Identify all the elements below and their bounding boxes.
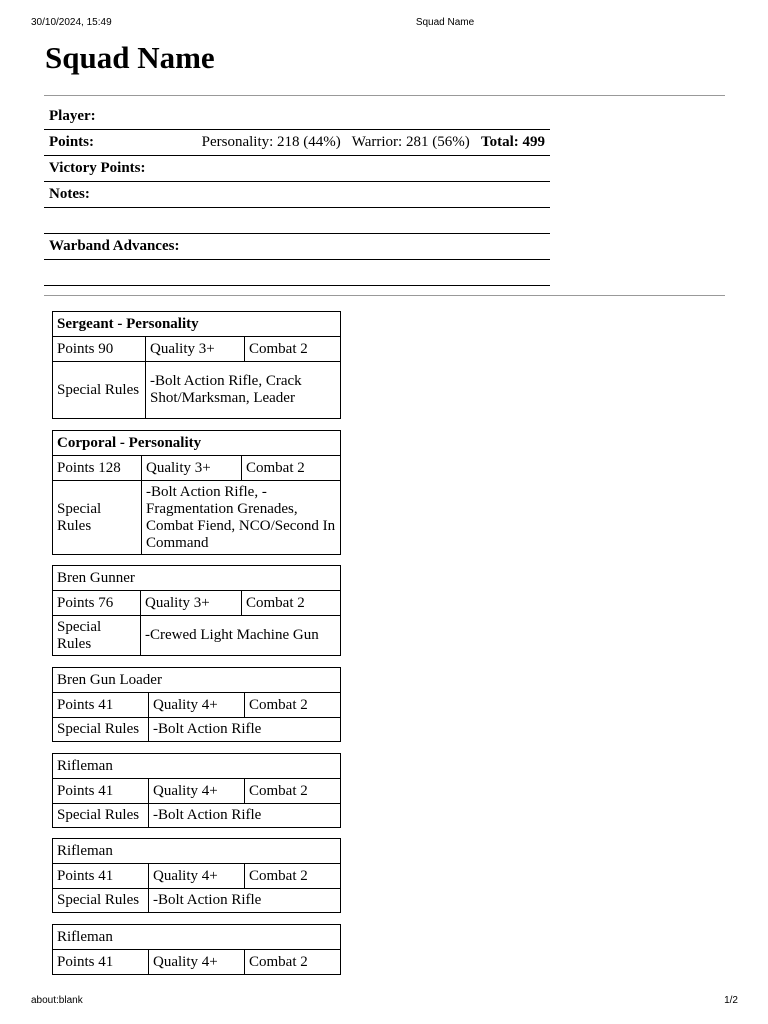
notes-blank-line xyxy=(44,208,550,234)
unit-points: Points 90 xyxy=(57,341,114,357)
unit-combat: Combat 2 xyxy=(244,693,312,717)
unit-stats xyxy=(53,456,340,481)
squad-info xyxy=(44,104,550,286)
special-rules-label: Special Rules xyxy=(57,500,102,534)
unit-rules xyxy=(53,481,340,554)
advances-blank-line xyxy=(44,260,550,286)
special-rules-label: Special Rules xyxy=(57,618,102,652)
warband-advances-label: Warband Advances: xyxy=(49,238,180,254)
print-url: about:blank xyxy=(31,995,83,1006)
unit-quality: Quality 3+ xyxy=(140,591,241,615)
unit-stats xyxy=(53,779,340,804)
unit-quality: Quality 4+ xyxy=(148,779,244,803)
unit-stats xyxy=(53,950,340,974)
special-rules-label: Special Rules xyxy=(57,807,140,823)
special-rules-text: -Crewed Light Machine Gun xyxy=(140,616,340,655)
unit-card xyxy=(52,565,341,656)
unit-name: Sergeant - Personality xyxy=(53,312,340,337)
unit-rules xyxy=(53,616,340,655)
special-rules-label: Special Rules xyxy=(57,381,140,398)
unit-rules xyxy=(53,804,340,827)
unit-points: Points 41 xyxy=(57,868,114,884)
unit-stats xyxy=(53,591,340,616)
divider xyxy=(44,295,725,296)
notes-label: Notes: xyxy=(49,186,90,202)
unit-quality: Quality 3+ xyxy=(141,456,241,480)
points-personality: Personality: 218 (44%) xyxy=(201,134,341,150)
unit-card xyxy=(52,311,341,419)
unit-combat: Combat 2 xyxy=(244,337,312,361)
unit-combat: Combat 2 xyxy=(244,864,312,888)
unit-points: Points 41 xyxy=(57,783,114,799)
notes-row xyxy=(44,182,550,208)
unit-points: Points 76 xyxy=(57,595,114,611)
advances-row xyxy=(44,234,550,260)
special-rules-label: Special Rules xyxy=(57,892,140,908)
unit-card xyxy=(52,430,341,555)
unit-card xyxy=(52,753,341,828)
unit-quality: Quality 4+ xyxy=(148,693,244,717)
unit-card xyxy=(52,924,341,975)
unit-combat: Combat 2 xyxy=(244,950,312,974)
unit-stats xyxy=(53,337,340,362)
unit-points: Points 128 xyxy=(57,460,121,476)
unit-points: Points 41 xyxy=(57,954,114,970)
unit-quality: Quality 4+ xyxy=(148,950,244,974)
unit-card xyxy=(52,838,341,913)
unit-combat: Combat 2 xyxy=(244,779,312,803)
unit-points: Points 41 xyxy=(57,697,114,713)
player-row xyxy=(44,104,550,130)
player-label: Player: xyxy=(49,108,96,124)
unit-rules xyxy=(53,362,340,418)
unit-stats xyxy=(53,864,340,889)
unit-name: Rifleman xyxy=(53,754,340,779)
victory-points-row xyxy=(44,156,550,182)
special-rules-text: -Bolt Action Rifle, -Fragmentation Grenades, Combat Fiend, NCO/Second In Command xyxy=(141,481,340,554)
points-row xyxy=(44,130,550,156)
points-summary xyxy=(202,130,545,155)
unit-card xyxy=(52,667,341,742)
unit-quality: Quality 3+ xyxy=(145,337,244,361)
unit-rules xyxy=(53,889,340,912)
victory-points-label: Victory Points: xyxy=(49,160,146,176)
special-rules-text: -Bolt Action Rifle, Crack Shot/Marksman, Leader xyxy=(145,362,340,418)
points-warrior: Warrior: 281 (56%) xyxy=(351,134,470,150)
page-number: 1/2 xyxy=(724,995,738,1006)
print-page-title: Squad Name xyxy=(415,17,475,28)
special-rules-label: Special Rules xyxy=(57,721,140,737)
unit-name: Bren Gunner xyxy=(53,566,340,591)
unit-name: Rifleman xyxy=(53,839,340,864)
unit-name: Corporal - Personality xyxy=(53,431,340,456)
special-rules-text: -Bolt Action Rifle xyxy=(148,889,340,912)
unit-quality: Quality 4+ xyxy=(148,864,244,888)
unit-name: Bren Gun Loader xyxy=(53,668,340,693)
unit-rules xyxy=(53,718,340,741)
unit-stats xyxy=(53,693,340,718)
divider xyxy=(44,95,725,96)
print-date: 30/10/2024, 15:49 xyxy=(31,17,112,28)
unit-combat: Combat 2 xyxy=(241,456,309,480)
points-label: Points: xyxy=(49,134,94,150)
unit-name: Rifleman xyxy=(53,925,340,950)
special-rules-text: -Bolt Action Rifle xyxy=(148,718,340,741)
special-rules-text: -Bolt Action Rifle xyxy=(148,804,340,827)
squad-title: Squad Name xyxy=(45,40,215,75)
points-total: Total: 499 xyxy=(480,134,545,150)
unit-combat: Combat 2 xyxy=(241,591,309,615)
